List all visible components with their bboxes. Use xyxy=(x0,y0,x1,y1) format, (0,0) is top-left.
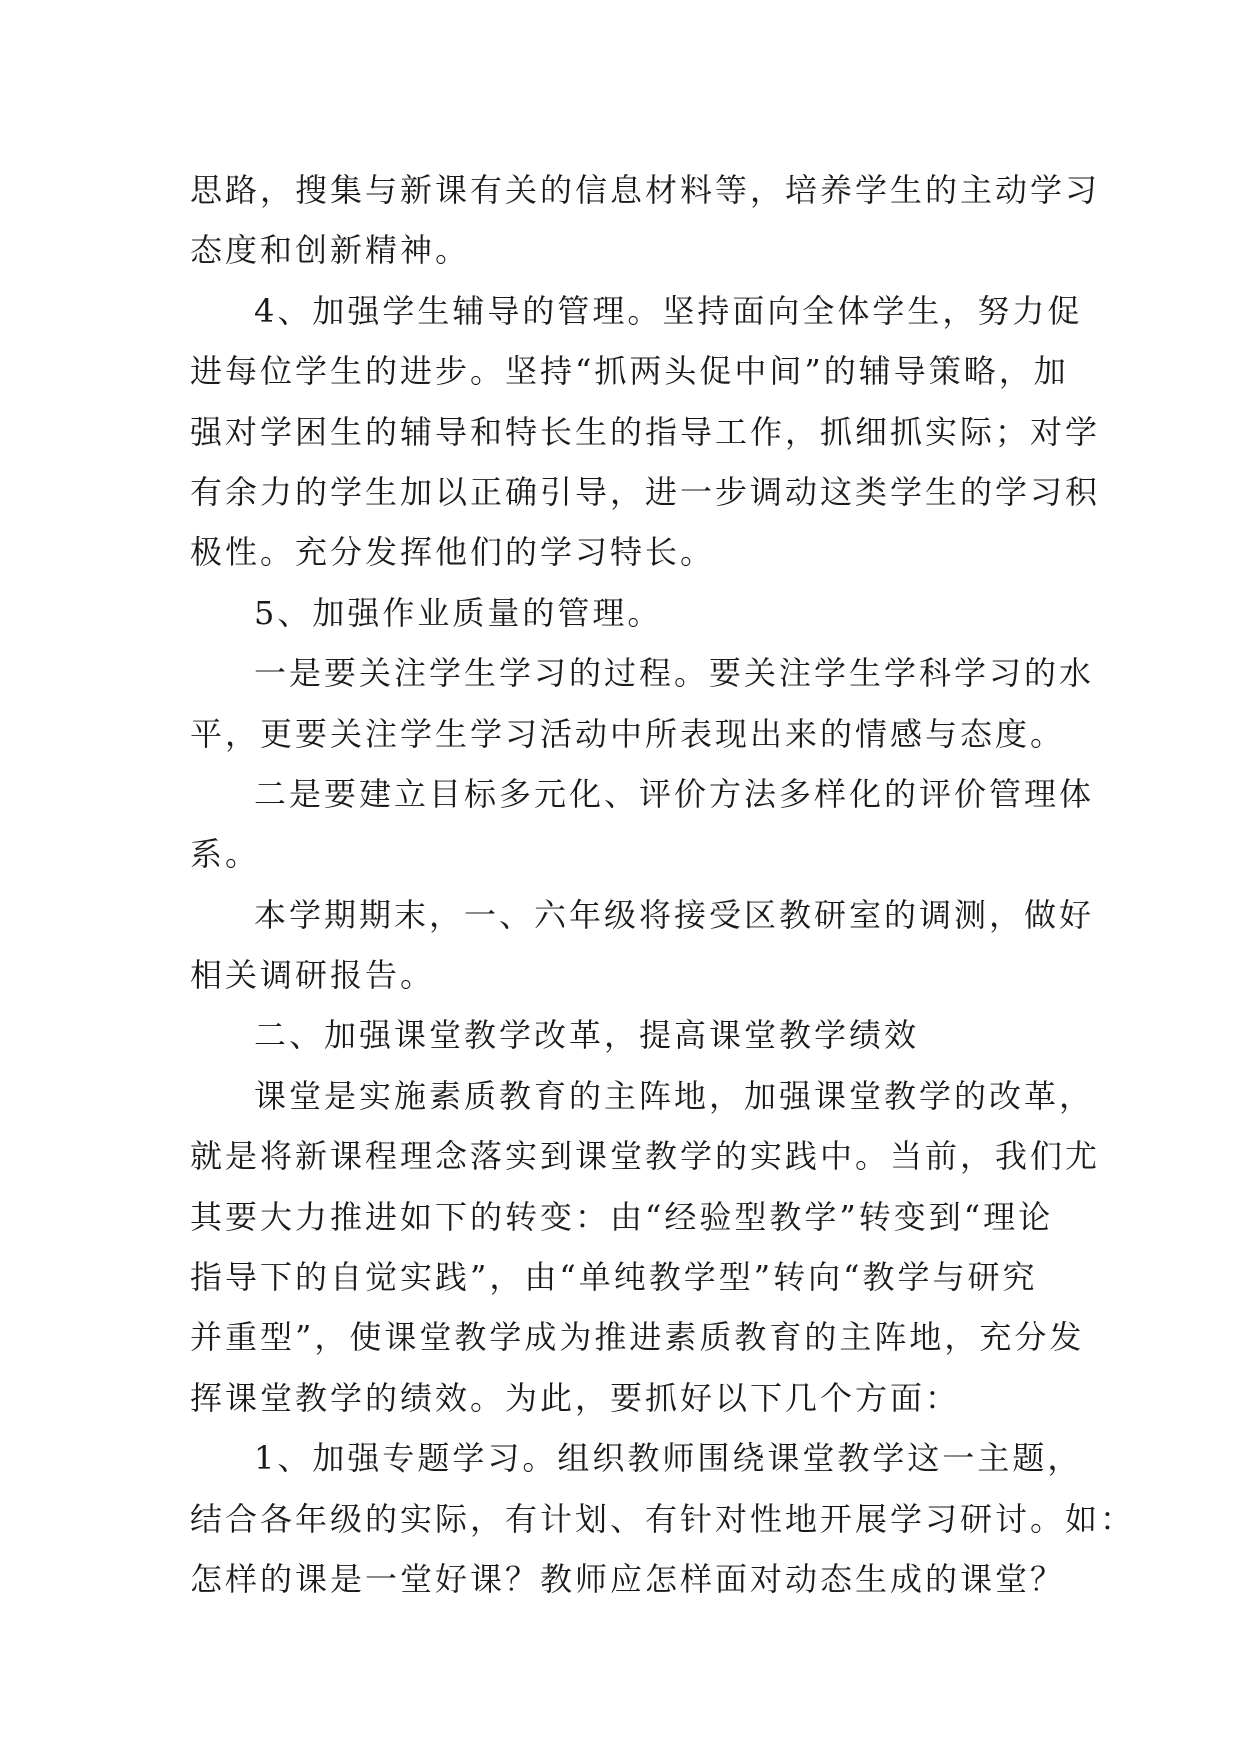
text-line: 极性。充分发挥他们的学习特长。 xyxy=(190,533,716,572)
paragraph-start-line: 一是要关注学生学习的过程。要关注学生学科学习的水 xyxy=(254,654,1095,693)
text-line: 就是将新课程理念落实到课堂教学的实践中。当前，我们尤 xyxy=(190,1137,1101,1176)
text-line: 其要大力推进如下的转变：由“经验型教学”转变到“理论 xyxy=(190,1197,1054,1236)
paragraph-start-line: 二是要建立目标多元化、评价方法多样化的评价管理体 xyxy=(254,774,1095,813)
text-line: 系。 xyxy=(190,835,261,874)
paragraph-start-line: 本学期期末，一、六年级将接受区教研室的调测，做好 xyxy=(254,895,1095,934)
text-line: 思路，搜集与新课有关的信息材料等，培养学生的主动学习 xyxy=(190,171,1101,209)
text-line: 指导下的自觉实践”，由“单纯教学型”转向“教学与研究 xyxy=(190,1258,1038,1297)
document-body xyxy=(190,160,1136,1609)
text-line: 并重型”，使课堂教学成为推进素质教育的主阵地，充分发 xyxy=(190,1318,1085,1357)
text-line: 相关调研报告。 xyxy=(190,956,436,995)
paragraph-start-line: 4、加强学生辅导的管理。坚持面向全体学生，努力促 xyxy=(254,291,1083,330)
text-line: 怎样的课是一堂好课？教师应怎样面对动态生成的课堂？ xyxy=(190,1559,1066,1598)
text-line: 有余力的学生加以正确引导，进一步调动这类学生的学习积 xyxy=(190,472,1101,511)
text-line: 结合各年级的实际，有计划、有针对性地开展学习研讨。如： xyxy=(190,1499,1136,1538)
text-line: 强对学困生的辅导和特长生的指导工作，抓细抓实际；对学 xyxy=(190,412,1101,451)
text-line: 平，更要关注学生学习活动中所表现出来的情感与态度。 xyxy=(190,714,1066,753)
text-line: 挥课堂教学的绩效。为此，要抓好以下几个方面： xyxy=(190,1378,961,1417)
text-line: 态度和创新精神。 xyxy=(190,231,471,270)
paragraph-start-line: 1、加强专题学习。组织教师围绕课堂教学这一主题， xyxy=(254,1439,1083,1478)
text-line: 进每位学生的进步。坚持“抓两头促中间”的辅导策略，加 xyxy=(190,352,1069,391)
paragraph-start-line: 课堂是实施素质教育的主阵地，加强课堂教学的改革， xyxy=(254,1076,1095,1115)
paragraph-start-line: 5、加强作业质量的管理。 xyxy=(254,593,663,632)
section-heading: 二、加强课堂教学改革，提高课堂教学绩效 xyxy=(254,1016,920,1055)
